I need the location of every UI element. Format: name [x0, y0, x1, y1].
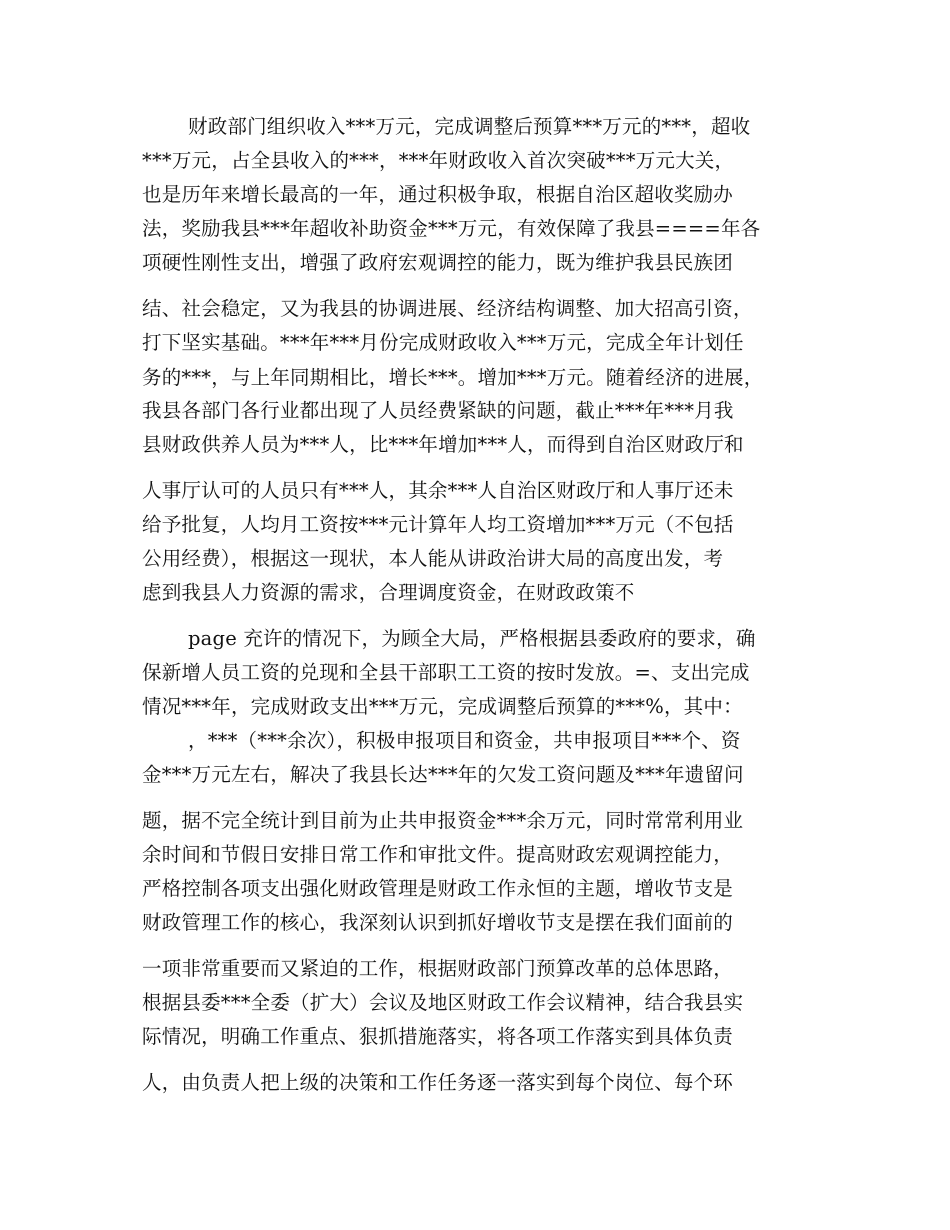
paragraph-line: 保新增人员工资的兑现和全县干部职工工资的按时发放。=、支出完成 — [142, 661, 750, 684]
paragraph-line: page 充许的情况下，为顾全大局，严格根据县委政府的要求，确 — [188, 627, 756, 650]
paragraph-line: 一项非常重要而又紧迫的工作，根据财政部门预算改革的总体思路， — [142, 957, 734, 980]
paragraph-line: ，***（***余次），积极申报项目和资金，共申报项目***个、资 — [188, 729, 741, 752]
paragraph-line: 题，据不完全统计到目前为止共申报资金***余万元，同时常常利用业 — [142, 809, 744, 832]
paragraph-line: 务的***，与上年同期相比，增长***。增加***万元。随着经济的进展， — [142, 366, 764, 389]
paragraph-line: 打下坚实基础。***年***月份完成财政收入***万元，完成全年计划任 — [142, 331, 744, 354]
paragraph-line: 财政部门组织收入***万元，完成调整后预算***万元的***，超收 — [188, 115, 751, 138]
paragraph-line: 县财政供养人员为***人，比***年增加***人，而得到自治区财政厅和 — [142, 433, 744, 456]
paragraph-line: 际情况，明确工作重点、狠抓措施落实，将各项工作落实到具体负责 — [142, 1025, 734, 1048]
paragraph-line: 结、社会稳定，又为我县的协调进展、经济结构调整、加大招高引资， — [142, 297, 753, 320]
paragraph-line: 给予批复，人均月工资按***元计算年人均工资增加***万元（不包括 — [142, 513, 734, 536]
paragraph-line: 我县各部门各行业都出现了人员经费紧缺的问题，截止***年***月我 — [142, 399, 734, 422]
paragraph-line: 法，奖励我县***年超收补助资金***万元，有效保障了我县====年各 — [142, 217, 761, 240]
paragraph-line: 人事厅认可的人员只有***人，其余***人自治区财政厅和人事厅还未 — [142, 479, 734, 502]
paragraph-line: 根据县委***全委（扩大）会议及地区财政工作会议精神，结合我县实 — [142, 991, 744, 1014]
paragraph-line: 余时间和节假日安排日常工作和审批文件。提高财政宏观调控能力， — [142, 843, 734, 866]
paragraph-line: 公用经费），根据这一现状，本人能从讲政治讲大局的高度出发，考 — [142, 547, 724, 570]
paragraph-line: 项硬性刚性支出，增强了政府宏观调控的能力，既为维护我县民族团 — [142, 251, 734, 274]
paragraph-line: 严格控制各项支出强化财政管理是财政工作永恒的主题，增收节支是 — [142, 877, 734, 900]
paragraph-line: 人，由负责人把上级的决策和工作任务逐一落实到每个岗位、每个环 — [142, 1071, 734, 1094]
paragraph-line: 财政管理工作的核心，我深刻认识到抓好增收节支是摆在我们面前的 — [142, 911, 734, 934]
paragraph-line: 也是历年来增长最高的一年，通过积极争取，根据自治区超收奖励办 — [142, 183, 734, 206]
paragraph-line: 情况***年，完成财政支出***万元，完成调整后预算的***%，其中： — [142, 695, 743, 718]
paragraph-line: 虑到我县人力资源的需求，合理调度资金，在财政政策不 — [142, 581, 635, 604]
paragraph-line: ***万元，占全县收入的***，***年财政收入首次突破***万元大关， — [142, 149, 735, 172]
paragraph-line: 金***万元左右，解决了我县长达***年的欠发工资问题及***年遗留问 — [142, 763, 744, 786]
